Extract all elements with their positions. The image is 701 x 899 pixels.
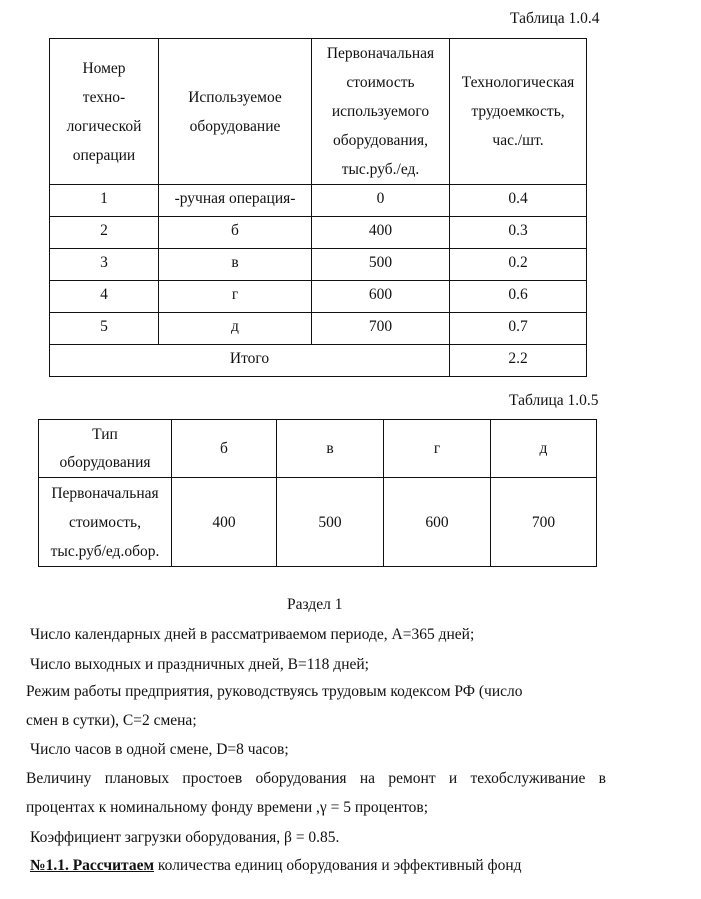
cell-type: б: [172, 420, 277, 478]
cell-labor: 0.4: [450, 185, 587, 217]
header-line: тыс.руб./ед.: [341, 161, 420, 178]
section-title: Раздел 1: [287, 596, 343, 613]
paragraph-line: Коэффициент загрузки оборудования, β = 0.85.: [30, 829, 340, 846]
header-line: Тип: [92, 425, 118, 443]
row-header-type: [39, 420, 172, 478]
cell-op: 4: [50, 281, 159, 313]
table-row: [50, 217, 587, 249]
header-line: Первоначальная: [326, 45, 435, 62]
header-line: Используемое: [188, 88, 282, 106]
header-line: техно-: [82, 88, 126, 106]
table-equipment-cost: [38, 419, 597, 567]
table-equipment-operations: [49, 38, 587, 377]
cell-equipment: г: [159, 281, 312, 313]
cell-type: г: [384, 420, 491, 478]
cell-equipment: б: [159, 217, 312, 249]
paragraph-line: процентах к номинальному фонду времени ,γ = 5 процентов;: [26, 799, 429, 816]
row-header-cost: [39, 478, 172, 567]
table-row: [50, 185, 587, 217]
cell-cost: 400: [312, 217, 450, 249]
cell-equipment: в: [159, 249, 312, 281]
paragraph-line: Число часов в одной смене, D=8 часов;: [30, 741, 289, 758]
task-text: количества единиц оборудования и эффективный фонд: [154, 857, 522, 874]
cell-cost: 700: [491, 478, 597, 567]
cell-labor: 0.3: [450, 217, 587, 249]
paragraph-line: Число выходных и праздничных дней, В=118 дней;: [30, 656, 369, 673]
cell-type: в: [277, 420, 384, 478]
paragraph-line: Величину плановых простоев оборудования на ремонт и техобслуживание в: [26, 770, 606, 787]
header-line: оборудование: [189, 117, 281, 135]
header-line: стоимость: [346, 74, 415, 91]
cell-cost: 600: [312, 281, 450, 313]
table-row: [50, 281, 587, 313]
cell-labor: 0.2: [450, 249, 587, 281]
header-line: используемого: [331, 103, 430, 120]
table-row: [50, 313, 587, 345]
header-line: Номер: [82, 59, 126, 77]
table-caption-1-0-5: Таблица 1.0.5: [509, 392, 599, 409]
table-header-row: [50, 39, 587, 185]
task-heading: [30, 857, 701, 875]
cell-op: 1: [50, 185, 159, 217]
paragraph-line: Число календарных дней в рассматриваемом периоде, А=365 дней;: [30, 626, 475, 643]
table-row: [39, 478, 597, 567]
header-line: трудоемкость,: [471, 103, 565, 120]
cell-cost: 500: [312, 249, 450, 281]
cell-cost: 0: [312, 185, 450, 217]
header-labor-intensity: [450, 39, 587, 185]
header-operation-number: [50, 39, 159, 185]
header-initial-cost: [312, 39, 450, 185]
total-label: Итого: [50, 345, 450, 377]
header-line: оборудования,: [333, 132, 428, 149]
cell-labor: 0.7: [450, 313, 587, 345]
table-header-row: [39, 420, 597, 478]
header-line: Технологическая: [461, 74, 575, 91]
header-line: операции: [72, 146, 136, 164]
cell-op: 5: [50, 313, 159, 345]
table-row: [50, 249, 587, 281]
table-caption-1-0-4: Таблица 1.0.4: [510, 10, 600, 27]
cell-op: 3: [50, 249, 159, 281]
header-line: стоимость,: [68, 513, 142, 531]
header-line: тыс.руб/ед.обор.: [50, 542, 160, 560]
cell-cost: 400: [172, 478, 277, 567]
cell-cost: 700: [312, 313, 450, 345]
task-label: №1.1. Рассчитаем: [30, 857, 155, 874]
cell-op: 2: [50, 217, 159, 249]
cell-type: д: [491, 420, 597, 478]
header-line: логической: [66, 117, 142, 135]
cell-equipment: д: [159, 313, 312, 345]
total-labor: 2.2: [450, 345, 587, 377]
cell-equipment: -ручная операция-: [159, 185, 312, 217]
cell-cost: 500: [277, 478, 384, 567]
header-line: оборудования: [59, 453, 151, 471]
table-total-row: [50, 345, 587, 377]
paragraph-line: смен в сутки), С=2 смена;: [26, 712, 197, 729]
header-equipment: [159, 39, 312, 185]
header-line: Первоначальная: [51, 484, 159, 502]
cell-labor: 0.6: [450, 281, 587, 313]
paragraph-line: Режим работы предприятия, руководствуясь трудовым кодексом РФ (число: [26, 683, 523, 700]
cell-cost: 600: [384, 478, 491, 567]
header-line: час./шт.: [492, 132, 544, 149]
